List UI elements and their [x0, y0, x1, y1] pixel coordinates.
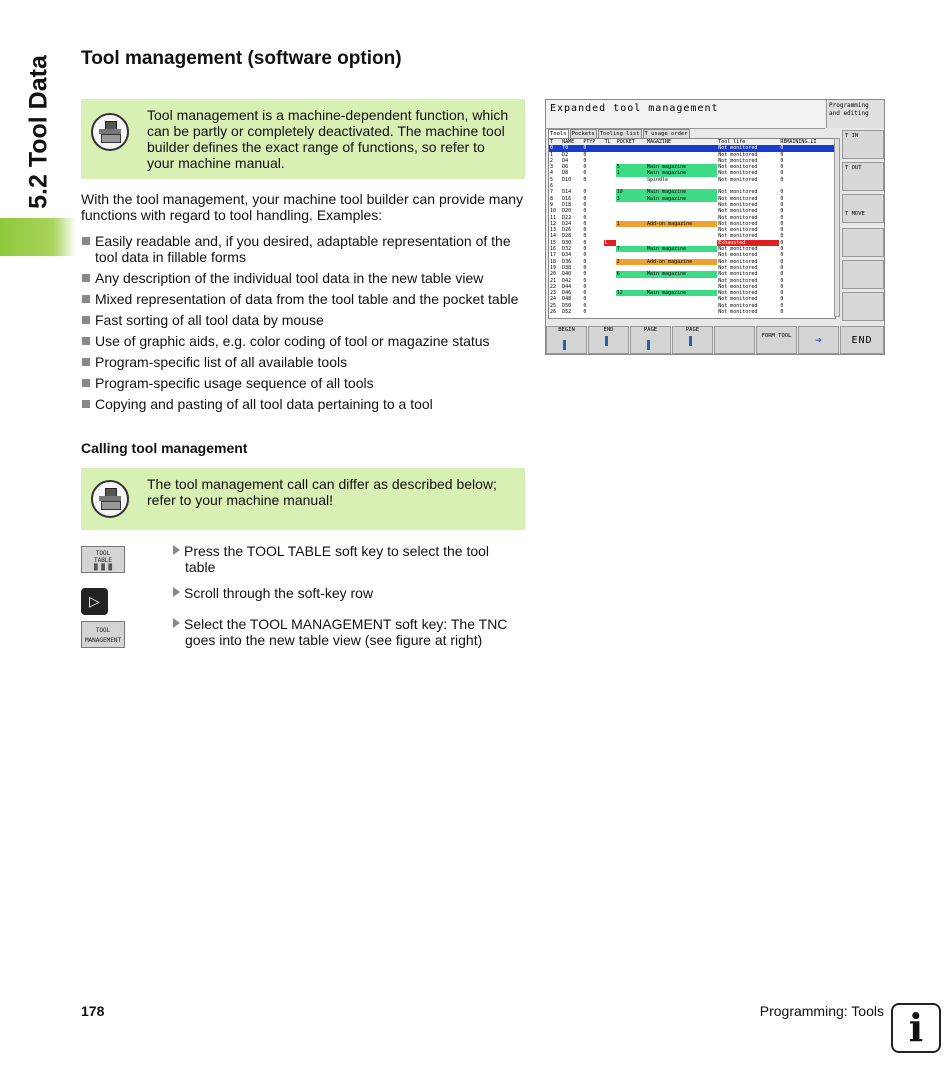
machine-note-text: Tool management is a machine-dependent function, which can be partly or completely deactivated. The machine tool builder defines the exact range of functions, so refer to your machine manual. — [147, 107, 509, 171]
next-softkey-row-button[interactable] — [81, 588, 108, 615]
arrow-up-icon — [647, 340, 650, 350]
tab-tools[interactable]: Tools — [550, 131, 567, 137]
table-row[interactable]: 4 D8 0 1 Main magazine Not monitored 0 — [550, 170, 784, 177]
chapter-tab-bar — [0, 218, 76, 256]
step-arrow-icon — [173, 618, 180, 628]
tnc-screenshot — [545, 99, 885, 355]
tool-table — [548, 138, 836, 319]
call-note-text: The tool management call can differ as described below; refer to your machine manual! — [147, 476, 497, 508]
screen-tabs — [548, 129, 691, 137]
bullet-square-icon — [82, 337, 90, 345]
end-screen-softkey[interactable]: END — [840, 326, 884, 354]
arrow-up-icon — [563, 340, 566, 350]
list-item: Use of graphic aids, e.g. color coding of tool or magazine status — [81, 333, 526, 349]
bottom-softkeys — [546, 326, 884, 354]
step-tool-management: Select the TOOL MANAGEMENT soft key: The TNC goes into the new table view (see figure at right) — [173, 616, 525, 648]
table-row[interactable]: 8 D16 0 3 Main magazine Not monitored 0 — [550, 195, 784, 202]
bullet-square-icon — [82, 274, 90, 282]
empty-softkey[interactable] — [842, 260, 884, 289]
table-row[interactable]: 23 D46 0 12 Main magazine Not monitored 0 — [550, 290, 784, 297]
list-item: Fast sorting of all tool data by mouse — [81, 312, 526, 328]
feature-list — [81, 233, 526, 417]
step-scroll: Scroll through the soft-key row — [173, 585, 525, 601]
table-row[interactable]: 3 D6 0 5 Main magazine Not monitored 0 — [550, 164, 784, 171]
list-item: Mixed representation of data from the tool table and the pocket table — [81, 291, 526, 307]
empty-softkey[interactable] — [842, 292, 884, 321]
list-item: Copying and pasting of all tool data pertaining to a tool — [81, 396, 526, 412]
footer-section: Programming: Tools — [759, 1003, 884, 1019]
t-in-softkey[interactable]: T IN — [842, 130, 884, 159]
table-row[interactable]: 11 D22 0 Not monitored 0 — [550, 214, 784, 221]
machine-note-box — [81, 99, 525, 179]
page-up-softkey[interactable]: PAGE — [630, 326, 671, 354]
table-row[interactable]: 21 D42 0 Not monitored 0 — [550, 277, 784, 284]
tab-usage-order[interactable]: T usage order — [644, 131, 688, 137]
end-softkey[interactable]: END — [588, 326, 629, 354]
screen-header: Expanded tool management — [546, 100, 825, 129]
t-move-softkey[interactable]: T MOVE — [842, 194, 884, 223]
table-row[interactable]: 20 D40 0 6 Main magazine Not monitored 0 — [550, 271, 784, 278]
bullet-square-icon — [82, 295, 90, 303]
page-title: Tool management (software option) — [81, 48, 402, 69]
tool-management-softkey[interactable]: TOOL MANAGEMENT — [81, 621, 125, 648]
intro-paragraph: With the tool management, your machine tool builder can provide many functions with regard to tool handling. Examples: — [81, 191, 524, 223]
form-tool-softkey[interactable]: FORM TOOL — [756, 326, 797, 354]
play-triangle-icon: ▷ — [89, 593, 100, 609]
step-arrow-icon — [173, 545, 180, 555]
table-row[interactable]: 25 D50 0 Not monitored 0 — [550, 302, 784, 309]
page-number: 178 — [81, 1003, 105, 1019]
list-item: Program-specific usage sequence of all tools — [81, 375, 526, 391]
tool-table-softkey[interactable]: TOOL TABLE █ █ █ — [81, 546, 125, 573]
table-row[interactable]: 0 T0 0 Not monitored 0 — [549, 145, 836, 151]
tool-table-icon: █ █ █ — [93, 564, 113, 571]
list-item: Any description of the individual tool data in the new table view — [81, 270, 526, 286]
tab-pockets[interactable]: Pockets — [571, 131, 595, 137]
table-row[interactable]: 1 D2 0 Not monitored 0 — [550, 151, 784, 158]
tab-tooling-list[interactable]: Tooling list — [599, 131, 640, 137]
right-softkeys — [842, 130, 884, 324]
table-header-row: T NAME PTYP TL POCKET MAGAZINE Tool life REMAINING.LI — [549, 139, 836, 145]
list-item: Easily readable and, if you desired, adaptable representation of the tool data in fillable forms — [81, 233, 526, 265]
bullet-square-icon — [82, 400, 90, 408]
table-row[interactable]: 14 D28 0 Not monitored 0 — [550, 233, 784, 240]
chapter-side-title: 5.2 Tool Data — [24, 55, 53, 209]
table-row[interactable]: 5 D10 0 Spindle Not monitored 0 — [550, 176, 784, 183]
table-row[interactable]: 9 D18 0 Not monitored 0 — [550, 201, 784, 208]
table-row[interactable]: 6 — [550, 183, 554, 190]
empty-softkey[interactable] — [714, 326, 755, 354]
empty-softkey[interactable] — [842, 228, 884, 257]
arrow-right-icon: ➔ — [814, 333, 823, 347]
table-row[interactable]: 16 D32 0 7 Main magazine Not monitored 0 — [550, 246, 784, 253]
table-row[interactable]: 10 D20 0 Not monitored 0 — [550, 208, 784, 215]
list-item: Program-specific list of all available tools — [81, 354, 526, 370]
table-row[interactable]: 22 D44 0 Not monitored 0 — [550, 283, 784, 290]
info-icon: i — [891, 1003, 941, 1053]
table-row[interactable]: 13 D26 0 Not monitored 0 — [550, 227, 784, 234]
edit-softkey[interactable] — [798, 326, 839, 354]
machine-manual-icon — [91, 113, 129, 151]
machine-manual-icon — [91, 480, 129, 518]
table-row[interactable]: 12 D24 0 1 Add-on magazine Not monitored 0 — [550, 220, 784, 227]
begin-softkey[interactable]: BEGIN — [546, 326, 587, 354]
table-row[interactable]: 7 D14 0 10 Main magazine Not monitored 0 — [550, 189, 784, 196]
table-scrollbar[interactable] — [834, 138, 840, 317]
step-arrow-icon — [173, 587, 180, 597]
table-row[interactable]: 18 D36 0 2 Add-on magazine Not monitored 0 — [550, 258, 784, 265]
call-note-box — [81, 468, 525, 530]
table-row[interactable]: 19 D38 0 Not monitored 0 — [550, 264, 784, 271]
arrow-down-icon — [605, 336, 608, 346]
arrow-down-icon — [689, 336, 692, 346]
table-row[interactable]: 17 D34 0 Not monitored 0 — [550, 252, 784, 259]
bullet-square-icon — [82, 237, 90, 245]
table-row[interactable]: 26 D52 0 Not monitored 0 — [550, 309, 784, 316]
step-tool-table: Press the TOOL TABLE soft key to select the tool table — [173, 543, 525, 575]
screen-mode: Programming and editing — [826, 100, 884, 128]
t-out-softkey[interactable]: T OUT — [842, 162, 884, 191]
table-row[interactable]: 24 D48 0 Not monitored 0 — [550, 296, 784, 303]
table-row[interactable]: 2 D4 0 Not monitored 0 — [550, 157, 784, 164]
bullet-square-icon — [82, 358, 90, 366]
bullet-square-icon — [82, 316, 90, 324]
page-down-softkey[interactable]: PAGE — [672, 326, 713, 354]
calling-heading: Calling tool management — [81, 440, 248, 456]
bullet-square-icon — [82, 379, 90, 387]
table-row[interactable]: 15 D30 0 L Exhausted 0 — [550, 239, 784, 246]
